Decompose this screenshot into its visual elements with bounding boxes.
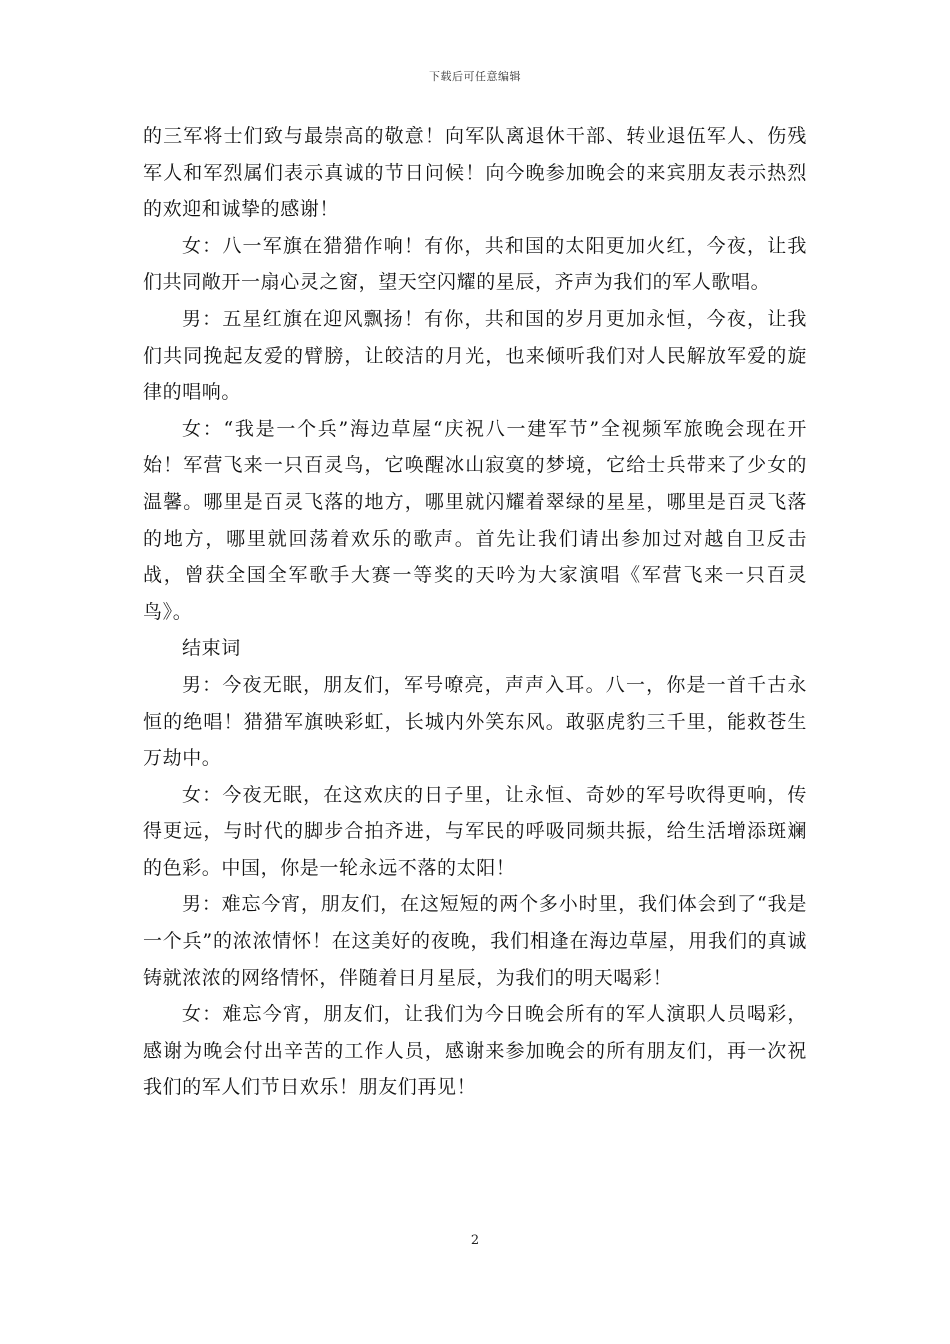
paragraph-female-host-1: 女：八一军旗在猎猎作响！有你，共和国的太阳更加火红，今夜，让我们共同敞开一扇心灵之窗，望天空闪耀的星辰，齐声为我们的军人歌唱。 bbox=[143, 234, 807, 294]
section-heading-closing: 结束词 bbox=[182, 637, 241, 660]
paragraph-male-host-3: 男：难忘今宵，朋友们，在这短短的两个多小时里，我们体会到了“我是一个兵”的浓浓情怀！在这美好的夜晚，我们相逢在海边草屋，用我们的真诚铸就浓浓的网络情怀，伴随着日月星辰，为我们的明天喝彩！ bbox=[143, 893, 807, 989]
paragraph-male-host-1: 男：五星红旗在迎风飘扬！有你，共和国的岁月更加永恒，今夜，让我们共同挽起友爱的臂膀，让皎洁的月光，也来倾听我们对人民解放军爱的旋律的唱响。 bbox=[143, 307, 807, 404]
paragraph-male-host-2: 男：今夜无眠，朋友们，军号嘹亮，声声入耳。八一，你是一首千古永恒的绝唱！猎猎军旗映彩虹，长城内外笑东风。敢驱虎豹三千里，能救苍生万劫中。 bbox=[143, 673, 807, 770]
document-body bbox=[143, 118, 807, 1106]
paragraph-female-host-2: 女：“我是一个兵”海边草屋“庆祝八一建军节”全视频军旅晚会现在开始！军营飞来一只百灵鸟，它唤醒冰山寂寞的梦境，它给士兵带来了少女的温馨。哪里是百灵飞落的地方，哪里就闪耀着翠绿的星星，哪里是百灵飞落的地方，哪里就回荡着欢乐的歌声。首先让我们请出参加过对越自卫反击战，曾获全国全军歌手大赛一等奖的天吟为大家演唱《军营飞来一只百灵鸟》。 bbox=[143, 417, 807, 623]
page-header-note: 下载后可任意编辑 bbox=[429, 70, 521, 83]
paragraph-female-host-3: 女：今夜无眠，在这欢庆的日子里，让永恒、奇妙的军号吹得更响，传得更远，与时代的脚步合拍齐进，与军民的呼吸同频共振，给生活增添斑斓的色彩。中国，你是一轮永远不落的太阳！ bbox=[143, 783, 807, 879]
paragraph-female-host-4: 女：难忘今宵，朋友们，让我们为今日晚会所有的军人演职人员喝彩，感谢为晚会付出辛苦的工作人员，感谢来参加晚会的所有朋友们，再一次祝我们的军人们节日欢乐！朋友们再见！ bbox=[143, 1003, 807, 1099]
paragraph-continuation: 的三军将士们致与最崇高的敬意！向军队离退休干部、转业退伍军人、伤残军人和军烈属们表示真诚的节日问候！向今晚参加晚会的来宾朋友表示热烈的欢迎和诚挚的感谢！ bbox=[143, 125, 807, 221]
page-number: 2 bbox=[470, 1233, 480, 1248]
